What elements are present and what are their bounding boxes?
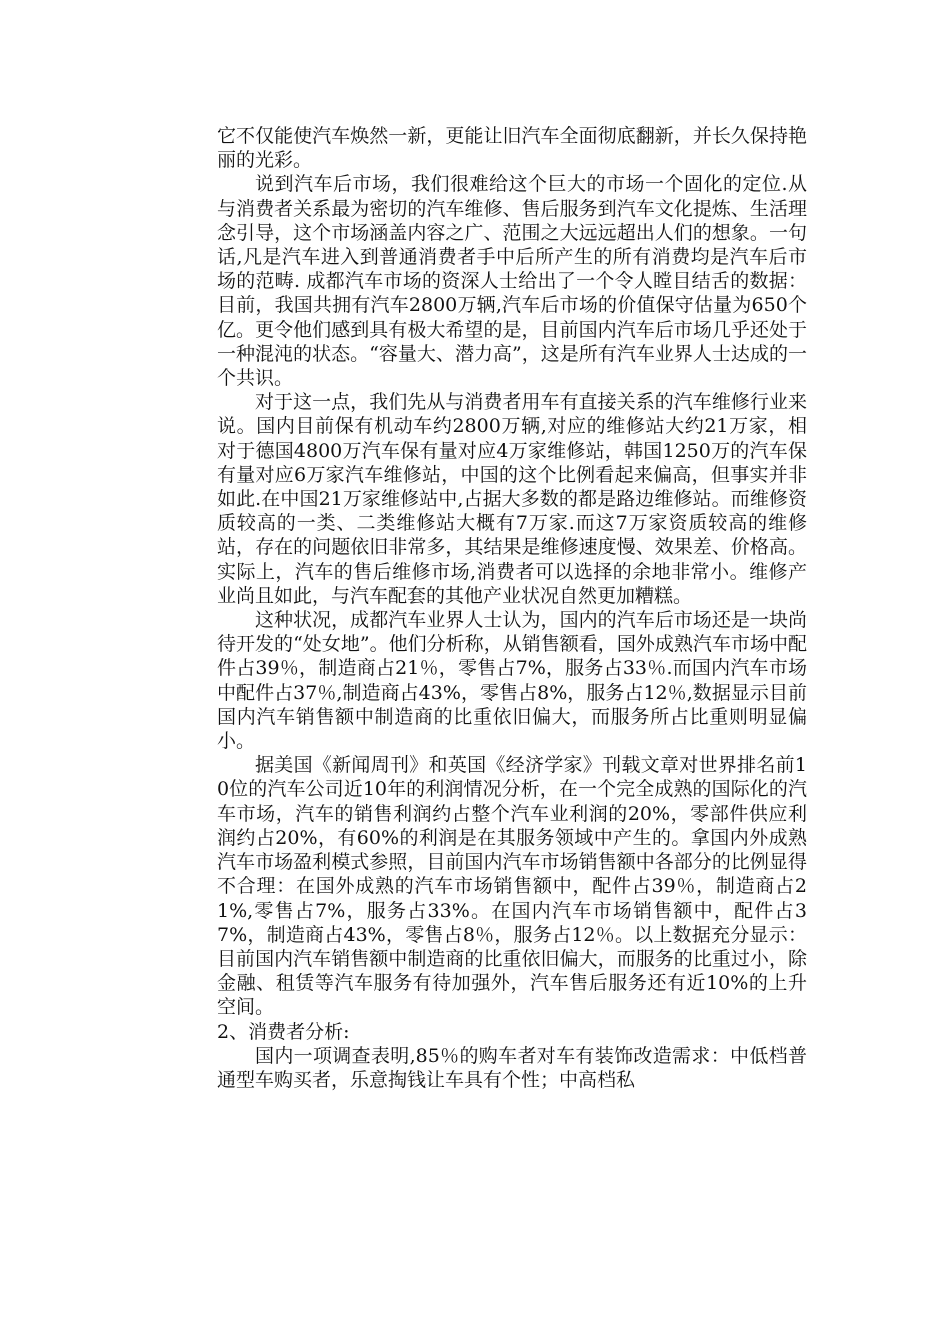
paragraph-profit-analysis: 据美国《新闻周刊》和英国《经济学家》刊载文章对世界排名前10位的汽车公司近10年的利润情况分析，在一个完全成熟的国际化的汽车市场，汽车的销售利润约占整个汽车业利润的20%，零部件供应利润约占20%，有60%的利润是在其服务领域中产生的。拿国内外成熟汽车市场盈利模式参照，目前国内汽车市场销售额中各部分的比例显得不合理：在国外成熟的汽车市场销售额中，配件占39％，制造商占21%,零售占7%，服务占33%。在国内汽车市场销售额中，配件占37%，制造商占43%，零售占8％，服务占12％。以上数据充分显示：目前国内汽车销售额中制造商的比重依旧偏大，而服务的比重过小，除金融、租赁等汽车服务有待加强外，汽车售后服务还有近10%的上升空间。 [217, 754, 807, 1019]
paragraph-market-status: 这种状况，成都汽车业界人士认为，国内的汽车后市场还是一块尚待开发的“处女地”。他们分析称，从销售额看，国外成熟汽车市场中配件占39％，制造商占21％，零售占7%，服务占33％.而国内汽车市场中配件占37％,制造商占43%，零售占8%，服务占12％,数据显示目前国内汽车销售额中制造商的比重依旧偏大，而服务所占比重则明显偏小。 [217, 609, 807, 753]
paragraph-aftermarket-intro: 说到汽车后市场，我们很难给这个巨大的市场一个固化的定位.从与消费者关系最为密切的汽车维修、售后服务到汽车文化提炼、生活理念引导，这个市场涵盖内容之广、范围之大远远超出人们的想象。一句话,凡是汽车进入到普通消费者手中后所产生的所有消费均是汽车后市场的范畴. 成都汽车市场的资深人士给出了一个令人瞠目结舌的数据：目前，我国共拥有汽车2800万辆,汽车后市场的价值保守估量为650个亿。更令他们感到具有极大希望的是，目前国内汽车后市场几乎还处于一种混沌的状态。“容量大、潜力高”，这是所有汽车业界人士达成的一个共识。 [217, 173, 807, 390]
paragraph-consumer-survey: 国内一项调查表明,85％的购车者对车有装饰改造需求：中低档普通型车购买者，乐意掏钱让车具有个性；中高档私 [217, 1044, 807, 1091]
section-heading: 2、消费者分析: [217, 1020, 350, 1043]
document-page [217, 124, 807, 1092]
paragraph-continuation: 它不仅能使汽车焕然一新，更能让旧汽车全面彻底翻新，并长久保持艳丽的光彩。 [217, 125, 807, 172]
paragraph-repair-industry: 对于这一点，我们先从与消费者用车有直接关系的汽车维修行业来说。国内目前保有机动车约2800万辆,对应的维修站大约21万家，相对于德国4800万汽车保有量对应4万家维修站，韩国1250万的汽车保有量对应6万家汽车维修站，中国的这个比例看起来偏高，但事实并非如此.在中国21万家维修站中,占据大多数的都是路边维修站。而维修资质较高的一类、二类维修站大概有7万家.而这7万家资质较高的维修站，存在的问题依旧非常多，其结果是维修速度慢、效果差、价格高。实际上，汽车的售后维修市场,消费者可以选择的余地非常小。维修产业尚且如此，与汽车配套的其他产业状况自然更加糟糕。 [217, 391, 807, 607]
